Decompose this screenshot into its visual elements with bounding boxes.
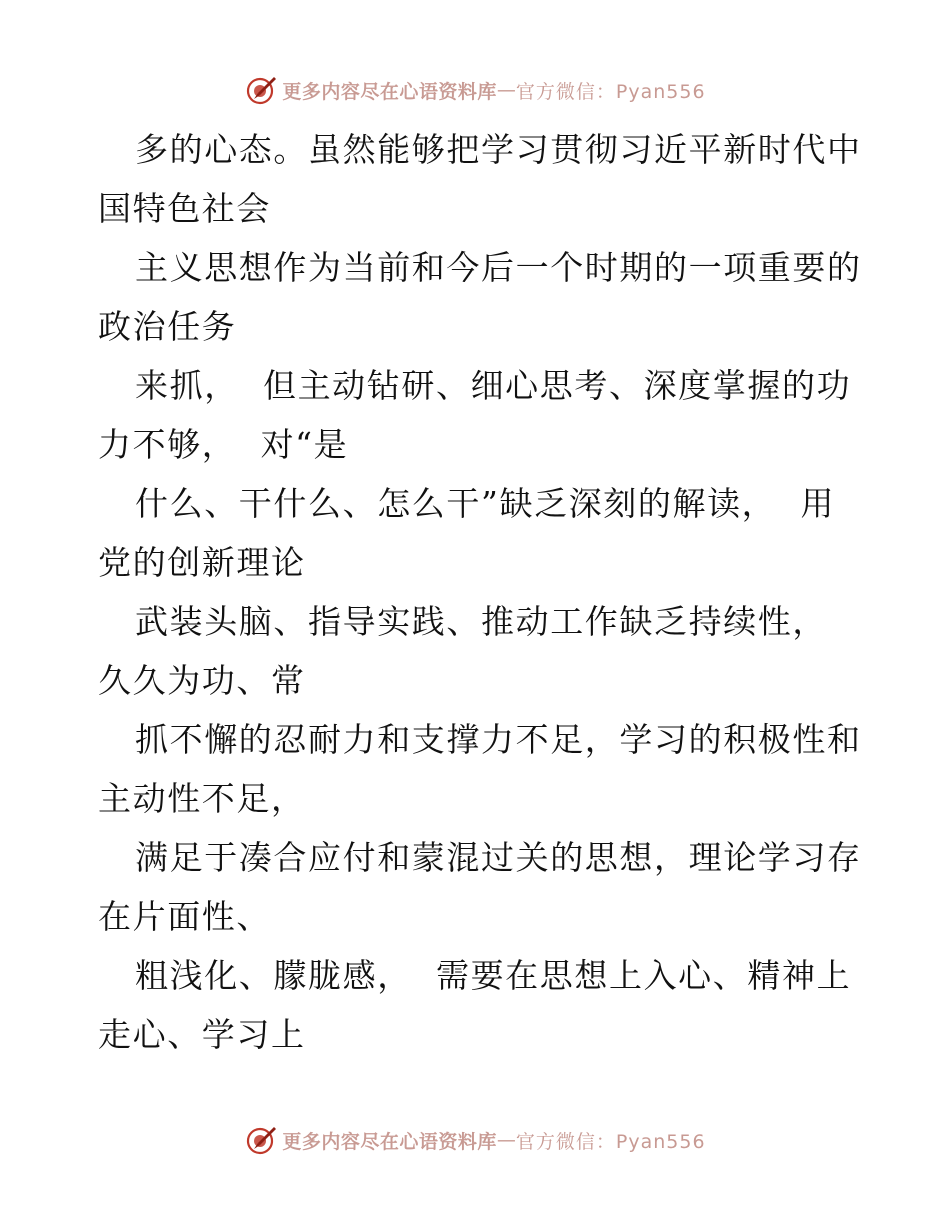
body-line: 武装头脑、指导实践、推动工作缺乏持续性， <box>135 602 827 641</box>
body-line: 政治任务 <box>98 307 237 346</box>
body-line: 在片面性、 <box>98 897 271 936</box>
body-line: 满足于凑合应付和蒙混过关的思想，理论学习存 <box>135 838 862 877</box>
pen-nib-logo-icon <box>244 1123 278 1157</box>
body-line: 粗浅化、朦胧感， 需要在思想上入心、精神上 <box>135 956 852 995</box>
header-site-text: 更多内容尽在心语资料库 <box>282 80 497 103</box>
body-line: 主义思想作为当前和今后一个时期的一项重要的 <box>135 248 862 287</box>
pen-nib-logo-icon <box>244 73 278 107</box>
footer-site-text: 更多内容尽在心语资料库 <box>282 1130 497 1153</box>
footer-dash: — <box>496 1129 516 1151</box>
body-line: 力不够， 对“是 <box>98 425 349 464</box>
header-watermark <box>0 72 950 108</box>
body-line: 党的创新理论 <box>98 543 306 582</box>
body-line: 什么、干什么、怎么干”缺乏深刻的解读， 用 <box>135 484 836 523</box>
body-line: 抓不懈的忍耐力和支撑力不足，学习的积极性和 <box>135 720 862 759</box>
footer-watermark <box>0 1122 950 1158</box>
footer-wechat-text: 官方微信：Pyan556 <box>515 1130 706 1153</box>
body-line: 久久为功、常 <box>98 661 306 700</box>
body-line: 国特色社会 <box>98 189 271 228</box>
body-line: 走心、学习上 <box>98 1015 306 1054</box>
body-line: 来抓， 但主动钻研、细心思考、深度掌握的功 <box>135 366 852 405</box>
body-line: 多的心态。虽然能够把学习贯彻习近平新时代中 <box>135 130 862 169</box>
header-wechat-text: 官方微信：Pyan556 <box>515 80 706 103</box>
document-body <box>98 120 898 1064</box>
header-dash: — <box>496 79 516 101</box>
body-line: 主动性不足， <box>98 779 306 818</box>
